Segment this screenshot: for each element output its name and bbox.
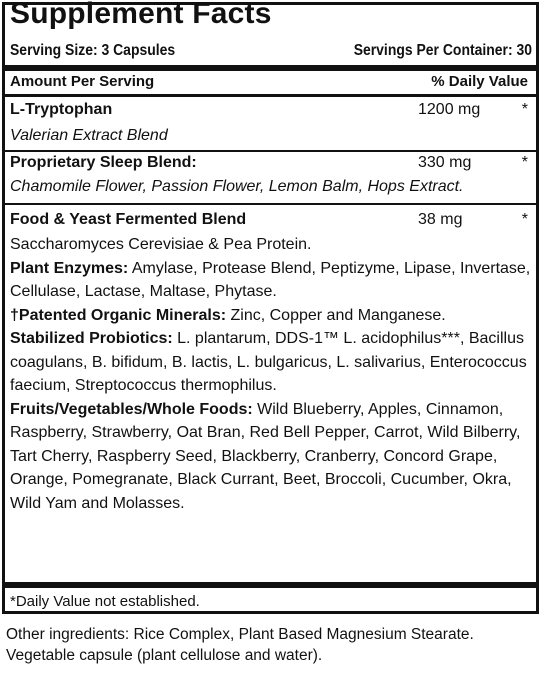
group-text: Wild Blueberry, Apples, Cinnamon, Raspberry, Strawberry, Oat Bran, Red Bell Pepper, Carrot, Wild Bilberry, Tart Cherry, Raspberry Seed, Blackberry, Cranberry, Concord Grape, Orange, Pomegranate, Black Currant, Beet, Broccoli, Cucumber, Okra, Wild Yam and Molasses.	[10, 400, 521, 512]
serving-info	[10, 42, 532, 60]
blend-ingredients: Chamomile Flower, Passion Flower, Lemon Balm, Hops Extract.	[10, 178, 464, 195]
nutrient-amount: 1200 mg	[418, 101, 481, 118]
group-text: L. plantarum, DDS-1™ L. acidophilus***, Bacillus coagulans, B. bifidum, B. lactis, L. bulgaricus, L. salivarius, Enterococcus faecium, Streptococcus thermophilus.	[10, 330, 527, 394]
nutrient-name: Proprietary Sleep Blend:	[10, 154, 197, 171]
ingredient-group-enzymes	[10, 257, 532, 304]
group-label: Stabilized Probiotics:	[10, 330, 173, 347]
nutrient-source: Valerian Extract Blend	[10, 127, 168, 144]
divider-thick	[5, 582, 536, 588]
supplement-facts-panel	[2, 2, 539, 614]
ingredient-group-minerals	[10, 304, 532, 328]
group-text: Amylase, Protease Blend, Peptizyme, Lipase, Invertase, Cellulase, Lactase, Maltase, Phytase.	[10, 259, 531, 300]
daily-value-label: % Daily Value	[431, 73, 528, 90]
group-text: Zinc, Copper and Manganese.	[226, 306, 446, 324]
divider-thick	[5, 65, 536, 71]
group-label: Fruits/Vegetables/Whole Foods:	[10, 400, 253, 418]
nutrient-amount: 330 mg	[418, 154, 472, 171]
servings-per-container: Servings Per Container: 30	[353, 42, 532, 59]
daily-value: *	[521, 211, 528, 228]
group-label: †Patented Organic Minerals:	[10, 306, 227, 324]
other-ingredients: Other ingredients: Rice Complex, Plant Based Magnesium Stearate. Vegetable capsule (plant cellulose and water).	[6, 626, 474, 664]
divider	[5, 94, 536, 97]
fermented-blend-ingredients	[10, 233, 532, 515]
daily-value: *	[521, 154, 528, 171]
serving-size: Serving Size: 3 Capsules	[10, 42, 176, 59]
nutrient-amount: 38 mg	[418, 211, 463, 228]
ingredient-group-whole-foods	[10, 398, 532, 516]
blend-intro: Saccharomyces Cerevisiae & Pea Protein.	[10, 236, 312, 253]
daily-value-footnote: *Daily Value not established.	[10, 593, 200, 610]
divider	[5, 203, 536, 205]
divider	[5, 150, 536, 152]
ingredient-group-probiotics	[10, 327, 532, 398]
group-label: Plant Enzymes:	[10, 259, 129, 277]
nutrient-name: Food & Yeast Fermented Blend	[10, 211, 247, 228]
column-header	[10, 73, 528, 90]
nutrient-name: L-Tryptophan	[10, 101, 113, 118]
daily-value: *	[521, 101, 528, 118]
panel-title: Supplement Facts	[10, 0, 272, 30]
amount-per-serving-label: Amount Per Serving	[10, 73, 155, 90]
